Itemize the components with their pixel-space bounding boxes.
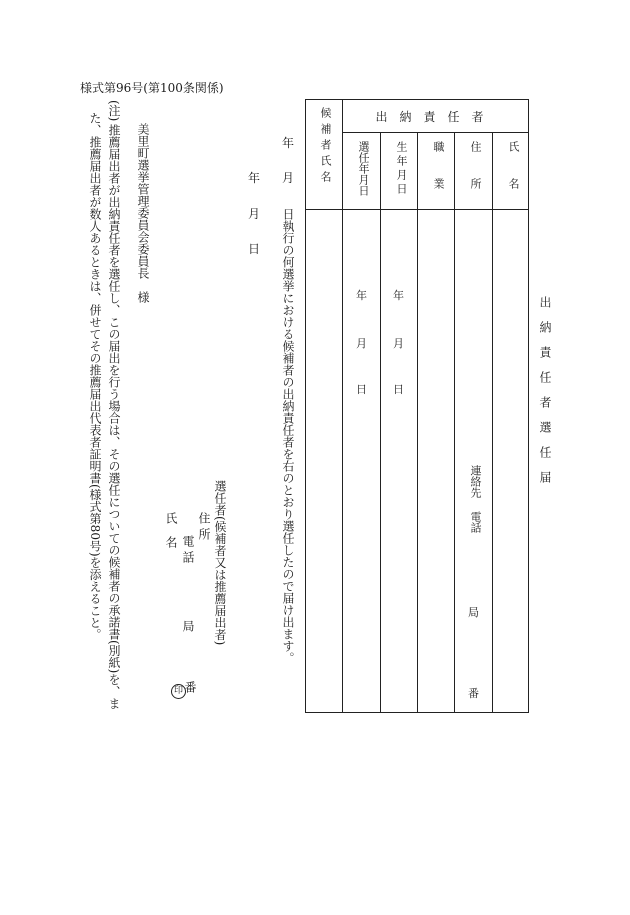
birth-year: 年 — [393, 289, 404, 302]
appointment-day: 日 — [356, 383, 367, 396]
appointer-name-label: 氏名 — [164, 512, 178, 560]
addressee: 美里町選挙管理委員会委員長 様 — [136, 123, 150, 303]
appointer-label: 選任者(候補者又は推薦届出者) — [213, 480, 227, 646]
submit-year: 年 — [248, 171, 261, 185]
col-appointment-date: 選任年月日 — [357, 141, 370, 196]
contact-number-label: 番 — [468, 687, 479, 700]
appointer-phone-label: 電話 — [181, 535, 195, 567]
col-address: 住所 — [469, 141, 482, 215]
appointer-exchange-label: 局 — [181, 620, 195, 632]
col-occupation: 職業 — [432, 141, 445, 215]
statement-body: 日執行の何選挙における候補者の出納責任者を右のとおり選任したので届け出ます。 — [281, 208, 295, 664]
submit-day: 日 — [248, 242, 261, 256]
submit-month: 月 — [248, 207, 261, 221]
birth-month: 月 — [393, 337, 404, 350]
contact-exchange-label: 局 — [468, 606, 479, 619]
form-number: 様式第96号(第100条関係) — [80, 81, 224, 95]
appointment-month: 月 — [356, 337, 367, 350]
birth-day: 日 — [393, 383, 404, 396]
statement-year: 年 — [282, 136, 295, 150]
document-title: 出納責任者選任届 — [538, 296, 552, 496]
col-birth-date: 生年月日 — [395, 141, 408, 197]
appointer-address-label: 住所 — [197, 512, 211, 544]
notes-label: (注) — [107, 100, 121, 122]
officer-table — [305, 99, 529, 713]
contact-label: 連絡先 — [469, 465, 482, 498]
appointment-year: 年 — [356, 289, 367, 302]
appointer-number-label: 番 — [183, 681, 197, 693]
notes-line-2: た、推薦届出者が数人あるときは、併せてその推薦届出代表者証明書(様式第80号)を添えること。 — [88, 112, 102, 641]
contact-phone-label: 電話 — [469, 511, 482, 533]
statement-month: 月 — [282, 171, 295, 185]
candidate-name-header: 候補者氏名 — [319, 107, 332, 187]
officer-header: 出納責任者 — [375, 110, 496, 124]
seal-mark: 印 — [171, 678, 186, 699]
col-name: 氏名 — [507, 141, 520, 215]
notes-line-1: 推薦届出者が出納責任者を選任し、この届出を行う場合は、その選任についての候補者の承諾書(別紙)を、ま — [107, 124, 121, 710]
